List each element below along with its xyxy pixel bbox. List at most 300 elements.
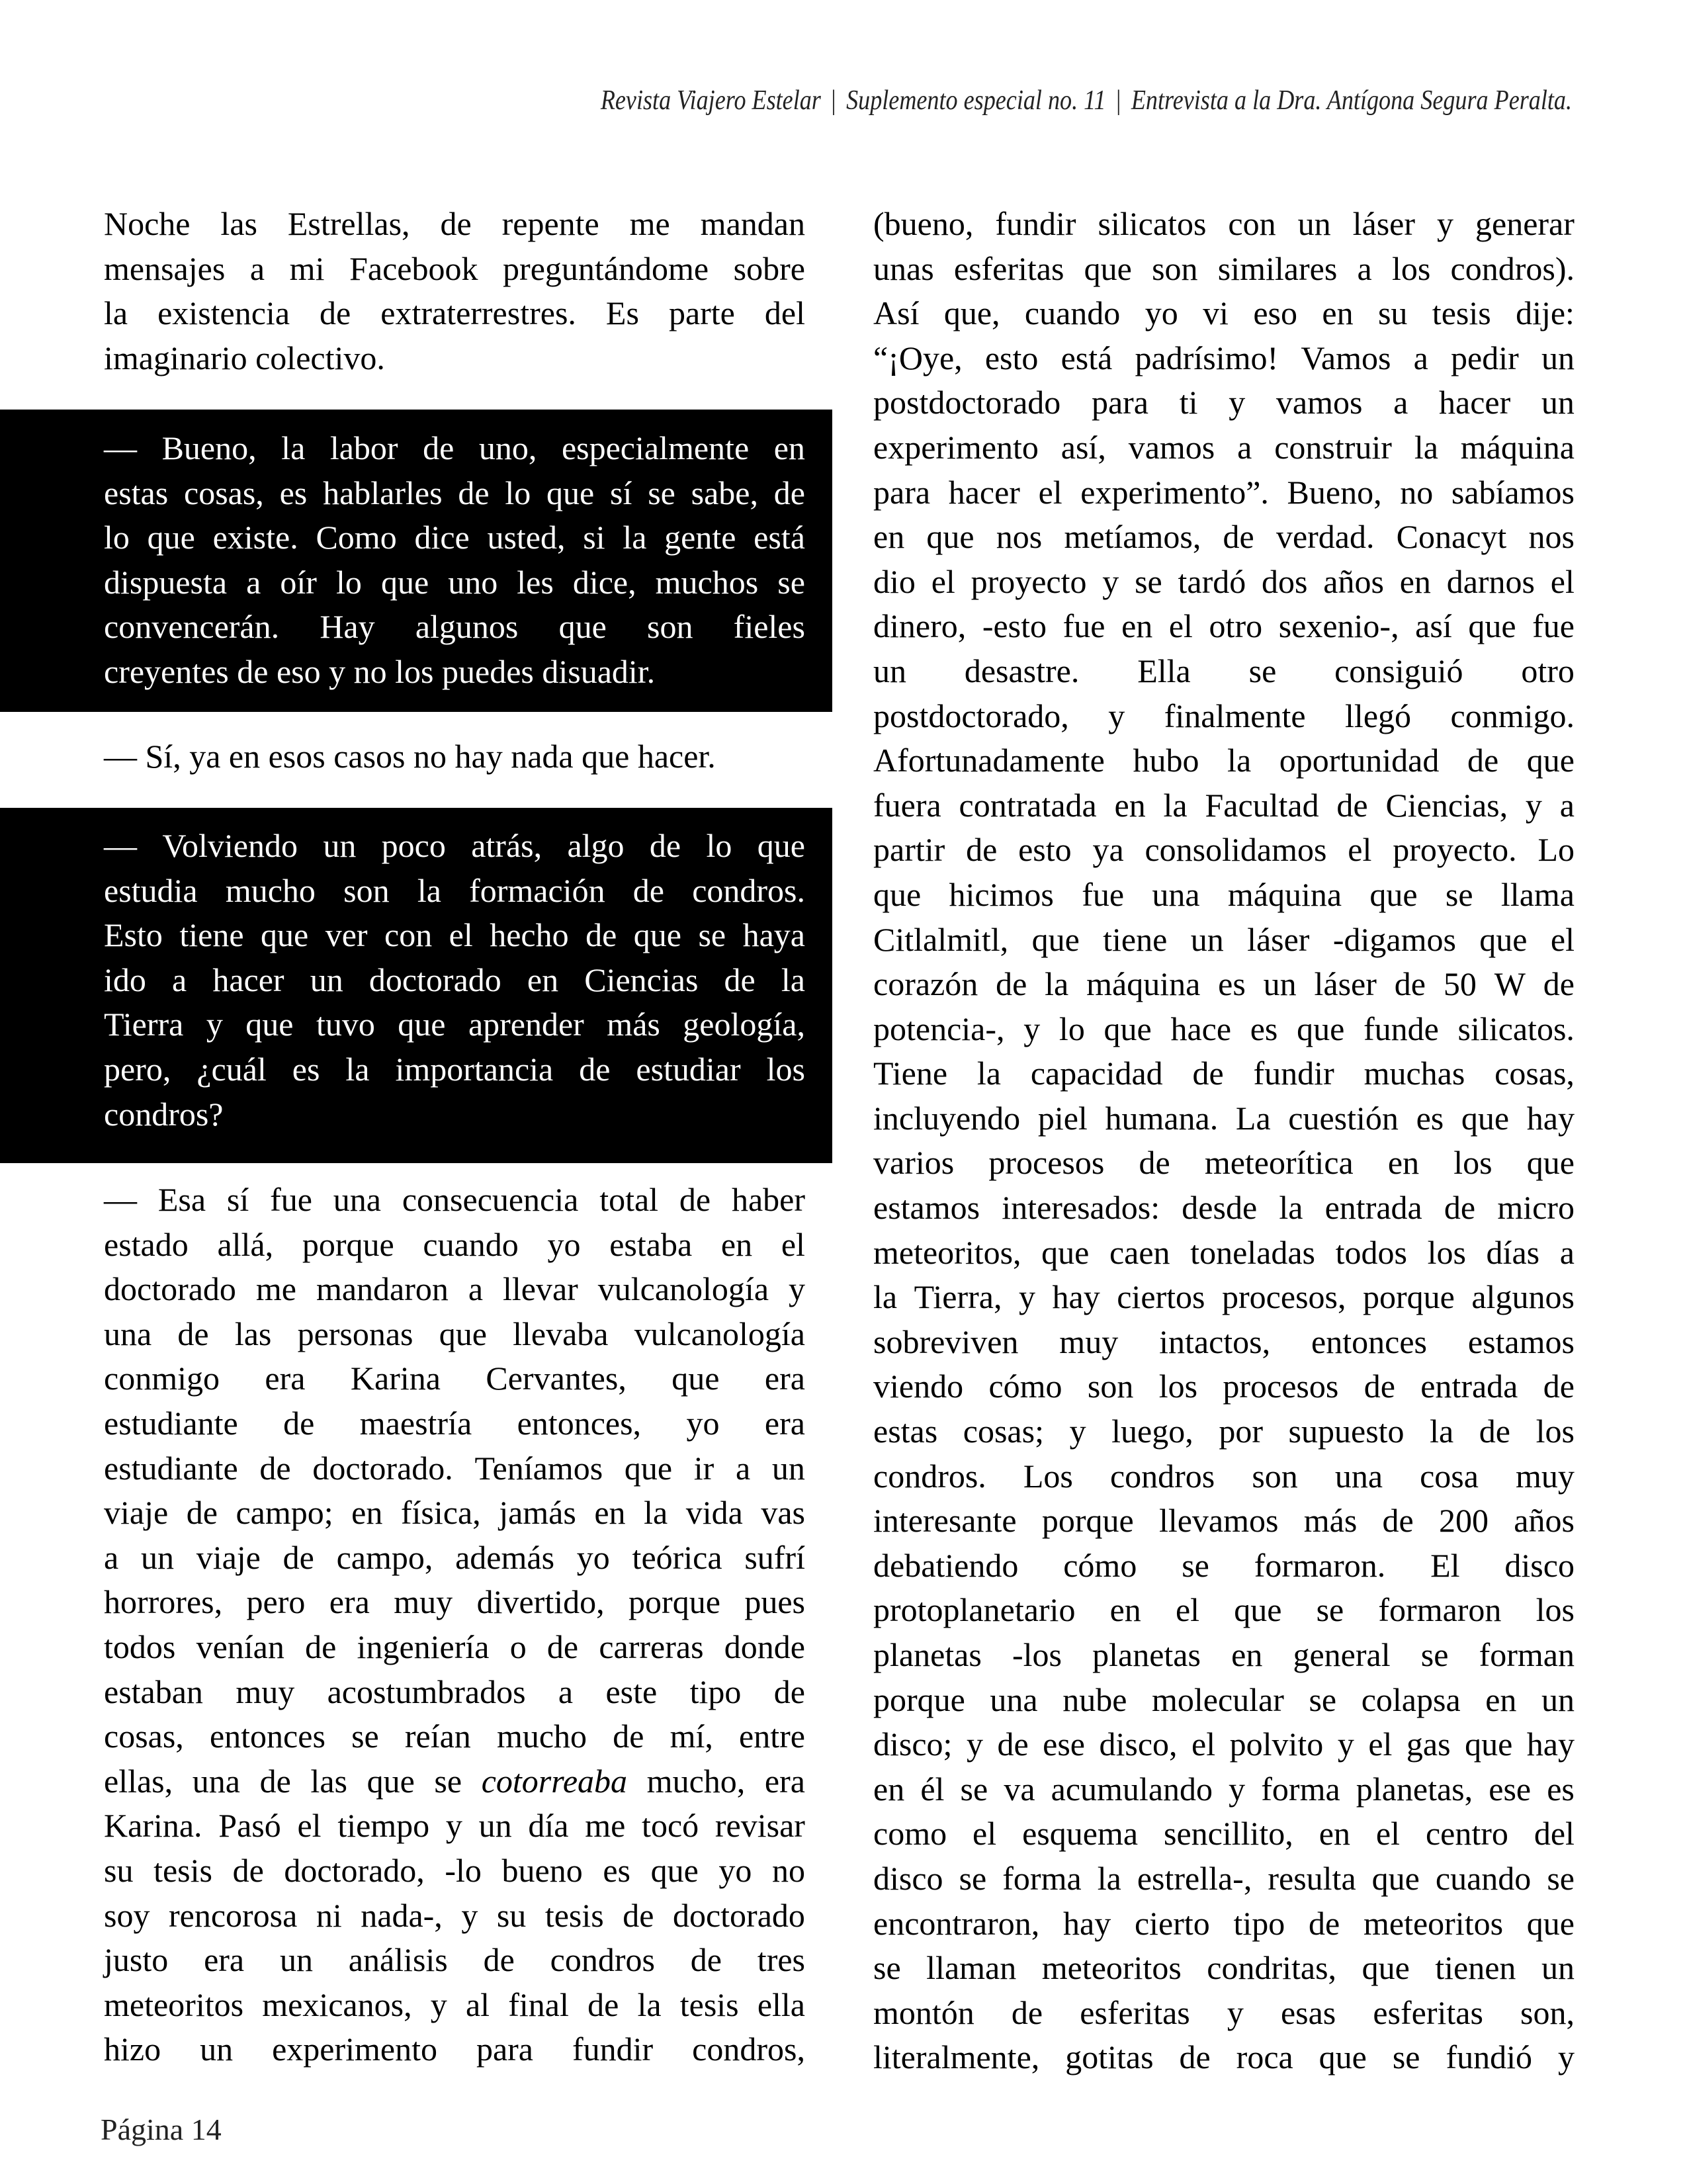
word: hace: [1170, 1010, 1232, 1047]
text-line: [104, 1849, 805, 1894]
word: máquina: [1460, 428, 1575, 466]
text-line: [873, 694, 1575, 739]
word: esferitas: [1080, 1993, 1190, 2031]
word: dispuesta: [104, 563, 228, 601]
word: ver: [325, 916, 368, 954]
word: si: [583, 519, 605, 556]
word: se: [777, 563, 805, 601]
word: el: [1038, 473, 1062, 511]
word: Tiene: [873, 1055, 948, 1092]
word: de: [1192, 1055, 1224, 1092]
word: capacidad: [1030, 1055, 1163, 1092]
word: para: [476, 2031, 533, 2068]
word: porque: [1363, 1278, 1455, 1316]
word: bueno: [501, 1851, 583, 1889]
word: consecuencia: [402, 1181, 579, 1218]
word: a: [249, 249, 265, 287]
word: y: [329, 652, 346, 690]
word: incluyendo: [873, 1099, 1021, 1137]
word: ¿cuál: [196, 1050, 267, 1088]
word: que: [1084, 249, 1132, 287]
word: un: [279, 1941, 313, 1979]
word: un: [1541, 1681, 1575, 1718]
word: las: [234, 1315, 272, 1352]
word: tuvo: [316, 1006, 375, 1043]
text-line: [104, 1938, 805, 1983]
word: condros.: [692, 871, 805, 909]
word: fue: [270, 1181, 312, 1218]
word: mandan: [700, 205, 805, 242]
word: el: [781, 1225, 805, 1263]
word: y: [1557, 2038, 1575, 2076]
word: de: [1011, 1993, 1043, 2031]
word: disco: [873, 1859, 943, 1897]
word: son: [1087, 1368, 1134, 1405]
header-separator: |: [831, 85, 836, 116]
word: la: [1227, 742, 1252, 779]
word: y: [430, 1986, 447, 2023]
word: no: [1400, 473, 1434, 511]
word: de: [773, 1673, 805, 1710]
text-line: [104, 1267, 805, 1312]
word: el: [1191, 1725, 1216, 1763]
text-line: [873, 1051, 1575, 1096]
text-line: [873, 873, 1575, 918]
word: al: [465, 1986, 490, 2023]
word: llevar: [502, 1270, 578, 1308]
word: que: [261, 916, 309, 954]
word: de: [623, 1896, 654, 1934]
word: Como: [316, 519, 397, 556]
word: y: [1102, 562, 1119, 600]
word: era: [764, 1404, 805, 1442]
word: llevaba: [513, 1315, 609, 1352]
word: en: [1109, 1591, 1141, 1629]
word: porque: [302, 1225, 394, 1263]
word: disuadir.: [542, 652, 656, 690]
word: que: [1526, 1904, 1575, 1942]
word: meteorítica: [1204, 1144, 1354, 1182]
word: intactos,: [1159, 1323, 1271, 1360]
word: supuesto: [1288, 1413, 1405, 1450]
word: el: [449, 916, 473, 954]
paragraph-question-1: [104, 426, 805, 695]
word: general: [1293, 1636, 1391, 1673]
word: los: [1536, 1413, 1575, 1450]
word: experimento: [272, 2031, 437, 2068]
word: del: [1534, 1815, 1575, 1853]
word: la: [1163, 786, 1188, 824]
word: entrada: [1420, 1368, 1518, 1405]
word: un: [1297, 205, 1331, 242]
word: que: [558, 608, 607, 646]
word: soy: [104, 1896, 150, 1934]
word: la: [1097, 1859, 1121, 1897]
word: La: [1235, 1099, 1271, 1137]
word: tiene: [179, 916, 244, 954]
word: en: [228, 738, 261, 775]
text-line: [873, 1499, 1575, 1544]
text-line: [104, 1047, 805, 1092]
word: pero,: [104, 1050, 171, 1088]
word: de: [440, 205, 472, 242]
word: tiempo: [337, 1807, 430, 1845]
word: Sí,: [145, 738, 181, 775]
word: condros,: [692, 2031, 805, 2068]
word: tardó: [1178, 562, 1246, 600]
word: los: [1536, 1591, 1575, 1629]
word: molecular: [1151, 1681, 1284, 1718]
word: fundir: [572, 2031, 654, 2068]
paragraph-answer-short: [104, 734, 805, 779]
word: de: [679, 1181, 711, 1218]
word: de: [587, 1986, 619, 2023]
text-line: [873, 1186, 1575, 1231]
text-line: [873, 918, 1575, 963]
word: en: [1231, 1636, 1263, 1673]
word: con: [1228, 205, 1276, 242]
text-line: [873, 1991, 1575, 2036]
text-line: [104, 1804, 805, 1849]
word: (bueno,: [873, 205, 974, 242]
word: Esa: [157, 1181, 206, 1218]
word: de: [259, 1762, 291, 1800]
word: todos: [1335, 1233, 1407, 1271]
word: de: [320, 294, 351, 332]
word: porque: [873, 1681, 965, 1718]
word: protoplanetario: [873, 1591, 1076, 1629]
word: un: [1541, 339, 1575, 376]
word: y: [1525, 786, 1542, 824]
word: de: [966, 831, 998, 869]
word: láser: [1352, 205, 1416, 242]
paragraph-answer-long: [104, 1178, 805, 2072]
word: el: [1348, 831, 1372, 869]
word: una: [333, 1181, 381, 1218]
word: más: [607, 1006, 660, 1043]
word: esquema: [1022, 1815, 1139, 1853]
text-line: [104, 1312, 805, 1357]
word: entre: [739, 1718, 805, 1755]
text-line: [873, 470, 1575, 515]
text-line: [873, 1588, 1575, 1633]
word: Los: [1023, 1457, 1073, 1495]
word: que: [1465, 1725, 1513, 1763]
word: tesis: [1432, 294, 1491, 332]
word: varios: [873, 1144, 955, 1182]
word: Así: [873, 294, 920, 332]
word: uno,: [478, 429, 537, 466]
word: oportunidad: [1279, 742, 1440, 779]
word: Noche: [104, 205, 191, 242]
word: mexicanos,: [262, 1986, 412, 2023]
paragraph-answer-continued: [104, 202, 805, 380]
word: Lo: [1537, 831, 1575, 869]
word: son: [647, 608, 693, 646]
word: interesante: [873, 1502, 1017, 1540]
word: dije:: [1516, 294, 1575, 332]
word: dinero,: [873, 607, 967, 645]
word: ti: [1179, 384, 1198, 421]
word: se: [1392, 2038, 1420, 2076]
word: dos: [1262, 562, 1308, 600]
word: que: [757, 827, 805, 864]
word: se: [1547, 1859, 1575, 1897]
word: eso: [276, 652, 321, 690]
word: ni: [316, 1896, 342, 1934]
word: es: [603, 1851, 630, 1889]
word: para: [1091, 384, 1149, 421]
word: llaman: [926, 1949, 1017, 1987]
word: hubo: [1133, 742, 1199, 779]
word: gas: [1406, 1725, 1451, 1763]
word: oír: [280, 563, 317, 601]
word: jamás: [499, 1494, 576, 1532]
word: de: [1336, 786, 1368, 824]
word: pero: [246, 1583, 306, 1621]
word: Citlalmitl,: [873, 920, 1009, 958]
word: rencorosa: [168, 1896, 298, 1934]
word: hacer: [1439, 384, 1511, 421]
word: viaje: [104, 1494, 169, 1532]
word: creyentes: [104, 652, 229, 690]
word: ir: [693, 1449, 714, 1487]
text-line: [873, 1678, 1575, 1723]
word: de: [546, 1628, 579, 1665]
word: total: [599, 1181, 659, 1218]
word: a: [1559, 786, 1575, 824]
word: disco;: [873, 1725, 953, 1763]
text-line: [873, 1633, 1575, 1678]
word: formaron.: [1254, 1546, 1386, 1584]
word: estaba: [609, 1225, 693, 1263]
word: colectivo.: [255, 339, 385, 376]
word: formación: [469, 871, 605, 909]
word: 200: [1439, 1502, 1489, 1540]
word: además: [455, 1538, 555, 1576]
word: interesados:: [1002, 1189, 1160, 1227]
word: Tierra: [104, 1006, 184, 1043]
word: de: [1382, 1502, 1414, 1540]
text-line: [873, 247, 1575, 292]
word: día: [528, 1807, 569, 1845]
word: Bueno,: [1287, 473, 1382, 511]
word: cosas,: [184, 474, 264, 511]
word: horrores,: [104, 1583, 223, 1621]
word: de: [1139, 1144, 1170, 1182]
text-line: [104, 1491, 805, 1536]
word: entrada: [1324, 1189, 1422, 1227]
word: ya: [1092, 831, 1124, 869]
text-line: [873, 1946, 1575, 1991]
text-line: [104, 1223, 805, 1268]
word: condritas,: [1207, 1949, 1337, 1987]
word: física,: [400, 1494, 481, 1532]
word: de: [186, 1494, 218, 1532]
word: así,: [1060, 428, 1106, 466]
word: en: [1114, 786, 1146, 824]
text-line: [104, 291, 805, 336]
word: el: [1375, 1815, 1400, 1853]
word: cotorreaba: [481, 1762, 628, 1800]
word: los: [395, 652, 434, 690]
word: entonces: [209, 1718, 325, 1755]
word: ciertos: [1117, 1278, 1205, 1316]
text-line: [104, 1002, 805, 1047]
page-number: Página 14: [101, 2113, 222, 2146]
word: parte: [668, 294, 735, 332]
word: disco: [1504, 1546, 1575, 1584]
word: la: [644, 1494, 668, 1532]
word: tiene: [1103, 920, 1168, 958]
word: un: [200, 2031, 234, 2068]
text-line: [873, 783, 1575, 828]
word: llama: [1500, 875, 1575, 913]
word: de: [1543, 965, 1575, 1003]
text-line: [873, 1454, 1575, 1499]
word: potencia-,: [873, 1010, 1005, 1047]
word: tesis: [153, 1851, 212, 1889]
word: de: [283, 1404, 315, 1442]
word: haya: [742, 916, 805, 954]
word: experimento”.: [1080, 473, 1269, 511]
word: personas: [297, 1315, 413, 1352]
word: cosas,: [1494, 1055, 1575, 1092]
word: uno: [448, 563, 498, 601]
word: consolidamos: [1145, 831, 1327, 869]
word: de: [305, 1628, 337, 1665]
word: en: [1322, 294, 1354, 332]
word: construir: [1274, 428, 1392, 466]
word: que: [582, 738, 630, 775]
word: es: [292, 1050, 320, 1088]
word: vulcanología: [597, 1270, 769, 1308]
word: muy: [236, 1673, 295, 1710]
word: que: [671, 1360, 720, 1397]
word: yo: [718, 1851, 752, 1889]
magazine-title: Revista Viajero Estelar: [600, 85, 821, 116]
word: en: [873, 1770, 905, 1808]
word: sencillito,: [1163, 1815, 1293, 1853]
word: de: [1479, 1413, 1510, 1450]
word: en: [1485, 1681, 1517, 1718]
word: se: [960, 1770, 988, 1808]
word: a: [1237, 428, 1252, 466]
text-line: [873, 1364, 1575, 1409]
word: llevamos: [1158, 1502, 1279, 1540]
word: polvito: [1229, 1725, 1324, 1763]
word: humana.: [1105, 1099, 1219, 1137]
word: que: [624, 1449, 673, 1487]
word: procesos,: [1222, 1278, 1346, 1316]
word: mucho,: [646, 1762, 746, 1800]
word: de: [996, 965, 1027, 1003]
word: forma: [1261, 1770, 1340, 1808]
word: no: [413, 738, 447, 775]
word: estaban: [104, 1673, 203, 1710]
word: estamos: [1467, 1323, 1575, 1360]
word: era: [265, 1360, 306, 1397]
word: a: [558, 1673, 574, 1710]
word: un: [478, 1807, 512, 1845]
word: lo: [1059, 1010, 1085, 1047]
word: él: [920, 1770, 945, 1808]
word: hacer: [212, 961, 284, 998]
word: lo: [104, 519, 130, 556]
word: colapsa: [1361, 1681, 1461, 1718]
word: de: [579, 1050, 611, 1088]
text-line: [873, 202, 1575, 247]
word: proyecto.: [1393, 831, 1517, 869]
text-line: [104, 1714, 805, 1759]
word: forma: [1002, 1859, 1082, 1897]
word: hay: [1052, 1278, 1100, 1316]
word: y: [445, 1807, 462, 1845]
word: labor: [329, 429, 398, 466]
word: ya: [189, 738, 221, 775]
word: Vamos: [1301, 339, 1391, 376]
word: revisar: [714, 1807, 805, 1845]
word: vas: [761, 1494, 805, 1532]
word: y: [788, 1270, 805, 1308]
word: el: [1168, 607, 1193, 645]
word: especialmente: [561, 429, 750, 466]
word: —: [104, 1181, 137, 1218]
word: un: [1263, 965, 1297, 1003]
word: por: [1219, 1413, 1263, 1450]
word: silicatos: [1098, 205, 1207, 242]
word: y: [1019, 1278, 1035, 1316]
text-line: [104, 734, 805, 779]
word: planetas: [1092, 1636, 1201, 1673]
word: que,: [943, 294, 1000, 332]
word: se: [648, 474, 675, 511]
word: mucho: [496, 1718, 587, 1755]
word: vi: [1203, 294, 1229, 332]
word: luego,: [1111, 1413, 1193, 1450]
word: campo;: [236, 1494, 333, 1532]
word: meteoritos: [1363, 1904, 1504, 1942]
word: cuando: [1024, 294, 1121, 332]
word: procesos: [988, 1144, 1105, 1182]
word: caen: [1109, 1233, 1170, 1271]
word: el: [1550, 920, 1575, 958]
word: los: [1391, 249, 1431, 287]
text-line: [873, 1856, 1575, 1901]
word: máquina: [1227, 875, 1342, 913]
word: campo,: [336, 1538, 433, 1576]
word: otro: [1209, 607, 1263, 645]
word: eso: [1253, 294, 1297, 332]
word: algo: [567, 827, 625, 864]
word: contratada: [959, 786, 1097, 824]
word: un: [1190, 920, 1224, 958]
word: no: [771, 1851, 805, 1889]
word: justo: [104, 1941, 169, 1979]
word: la: [873, 1278, 898, 1316]
word: estamos: [873, 1189, 980, 1227]
word: días: [1486, 1233, 1540, 1271]
word: a: [1393, 384, 1408, 421]
word: de: [1363, 1368, 1395, 1405]
word: que: [1468, 607, 1516, 645]
word: en: [773, 429, 805, 466]
text-line: [873, 1231, 1575, 1276]
word: en: [594, 1494, 626, 1532]
word: la: [637, 1986, 662, 2023]
word: mi: [289, 249, 325, 287]
word: con: [384, 916, 433, 954]
